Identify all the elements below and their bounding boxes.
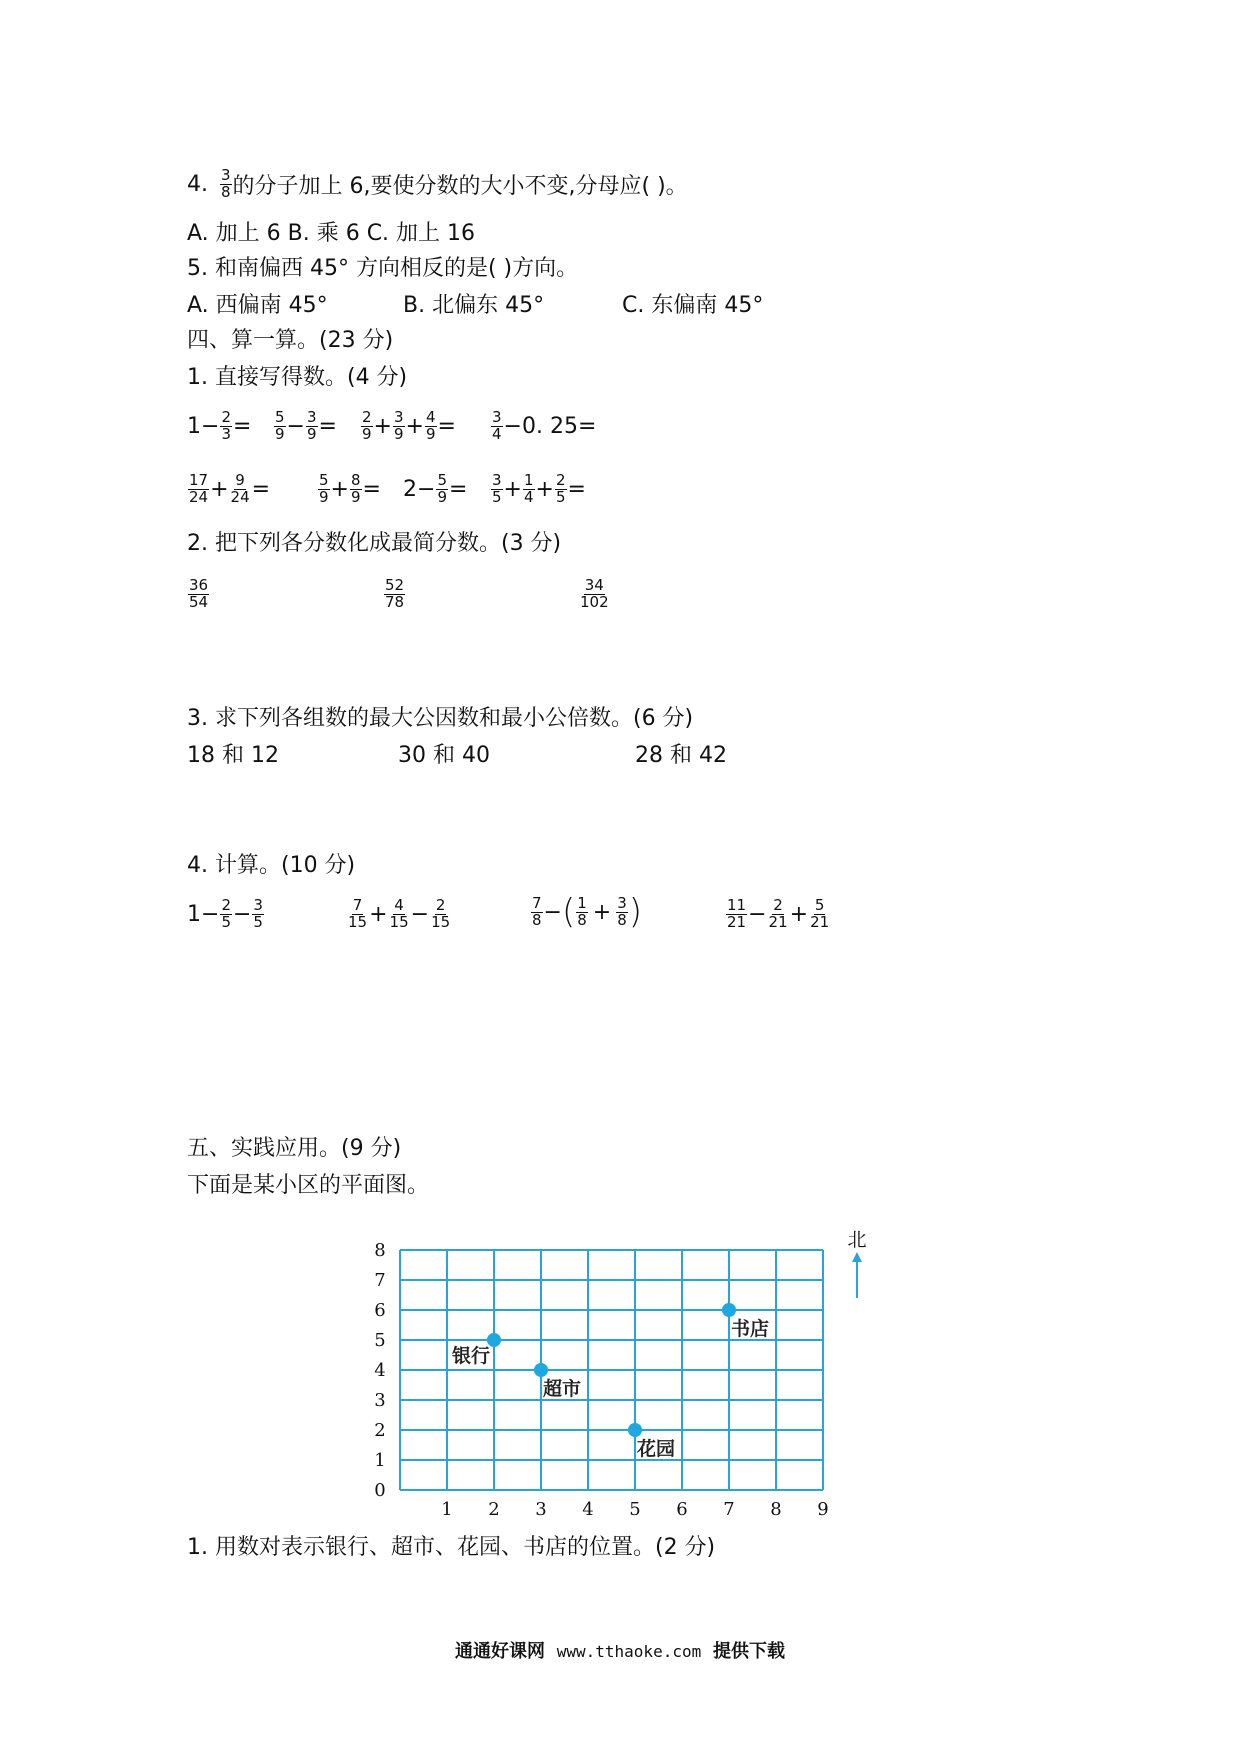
option-a: A. 西偏南 45° (187, 293, 328, 318)
fraction: $\frac{3}{5}$ (492, 471, 502, 506)
fraction: $\frac{4}{9}$ (425, 408, 436, 443)
calc-3: $\frac{7}{8}$ − ( $\frac{1}{8}$ + $\frac{3}{8}$ ) (532, 892, 643, 932)
question-4 (187, 168, 688, 201)
fraction: $\frac{1}{4}$ (523, 471, 534, 506)
fraction: $\frac{8}{9}$ (350, 471, 361, 506)
question-4-options: A. 加上 6 B. 乘 6 C. 加上 16 (187, 221, 476, 246)
fraction: $\frac{3}{9}$ (306, 408, 317, 443)
fraction: $\frac{7}{8}$ (532, 893, 542, 929)
part-1-title: 1. 直接写得数。(4 分) (187, 365, 408, 390)
x-tick-label: 5 (629, 1499, 641, 1518)
calc-1: 1 − $\frac{2}{5}$ − $\frac{3}{5}$ (187, 896, 263, 931)
fraction: $\frac{2}{5}$ (221, 896, 231, 931)
point-marker (628, 1423, 642, 1437)
part-3-title: 3. 求下列各组数的最大公因数和最小公倍数。(6 分) (187, 706, 694, 731)
fraction: $\frac{3}{8}$ (617, 893, 627, 929)
option-b: B. 北偏东 45° (403, 293, 545, 318)
fraction: $\frac{2}{21}$ (768, 896, 788, 931)
fraction: $\frac{3}{5}$ (253, 896, 263, 931)
footer-url: www.tthaoke.com (556, 1642, 702, 1661)
section-5-question-1: 1. 用数对表示银行、超市、花园、书店的位置。(2 分) (187, 1535, 716, 1560)
fraction: $\frac{5}{21}$ (810, 896, 830, 931)
fraction: $\frac{9}{24}$ (230, 471, 250, 506)
y-tick-label: 3 (374, 1390, 386, 1411)
y-tick-label: 5 (374, 1330, 386, 1351)
expr-8: $\frac{3}{5}$ + $\frac{1}{4}$ + $\frac{2}{5}$ = (492, 471, 586, 506)
pair-2: 30 和 40 (398, 743, 490, 768)
north-label: 北 (847, 1229, 867, 1251)
expr-4: $\frac{3}{4}$ −0. 25= (492, 408, 597, 443)
fraction: $\frac{5}{9}$ (275, 408, 285, 443)
fraction: $\frac{5}{9}$ (319, 471, 329, 506)
part-2-title: 2. 把下列各分数化成最简分数。(3 分) (187, 531, 562, 556)
fraction: $\frac{1}{8}$ (577, 893, 587, 929)
y-tick-label: 1 (374, 1450, 386, 1471)
fraction: $\frac{17}{24}$ (189, 471, 209, 506)
fraction: $\frac{3}{4}$ (492, 408, 502, 443)
footer-suffix: 提供下载 (712, 1641, 785, 1662)
fraction: $\frac{7}{15}$ (348, 896, 368, 931)
coordinate-map (360, 1228, 880, 1518)
fraction: $\frac{2}{15}$ (431, 896, 451, 931)
section-5-intro: 下面是某小区的平面图。 (187, 1173, 430, 1198)
point-label: 书店 (731, 1318, 770, 1340)
point-marker (534, 1363, 548, 1377)
fraction: $\frac{2}{9}$ (362, 408, 372, 443)
y-tick-label: 8 (374, 1240, 386, 1261)
calc-4: $\frac{11}{21}$ − $\frac{2}{21}$ + $\frac{5}{21}$ (727, 896, 830, 931)
expr-1: 1 − $\frac{2}{3}$ = (187, 408, 252, 443)
pair-1: 18 和 12 (187, 743, 279, 768)
expr-5: $\frac{17}{24}$ + $\frac{9}{24}$ = (189, 471, 271, 506)
y-tick-label: 6 (374, 1300, 386, 1321)
x-tick-label: 2 (488, 1499, 500, 1518)
y-tick-label: 0 (374, 1480, 386, 1501)
fraction: $\frac{5}{9}$ (437, 471, 447, 506)
fraction: $\frac{2}{5}$ (555, 471, 566, 506)
x-tick-label: 8 (770, 1499, 782, 1518)
expr-2: $\frac{5}{9}$ − $\frac{3}{9}$ = (275, 408, 337, 443)
pair-3: 28 和 42 (635, 743, 727, 768)
calc-2: $\frac{7}{15}$ + $\frac{4}{15}$ − $\frac{2}{15}$ (348, 896, 451, 931)
section-4-title: 四、算一算。(23 分) (187, 328, 394, 353)
expr-6: $\frac{5}{9}$ + $\frac{8}{9}$ = (319, 471, 381, 506)
simplify-2 (383, 578, 406, 611)
x-tick-label: 7 (723, 1499, 735, 1518)
north-arrow-icon (852, 1252, 862, 1262)
fraction: $\frac{36}{54}$ (189, 576, 209, 611)
fraction: $\frac{3}{9}$ (393, 408, 404, 443)
fraction: $\frac{2}{3}$ (221, 408, 231, 443)
expr-3: $\frac{2}{9}$ + $\frac{3}{9}$ + $\frac{4}{9}$ = (362, 408, 456, 443)
question-5: 5. 和南偏西 45° 方向相反的是( )方向。 (187, 256, 579, 281)
x-tick-label: 1 (441, 1499, 453, 1518)
fraction: $\frac{11}{21}$ (727, 896, 747, 931)
y-tick-label: 7 (374, 1270, 386, 1291)
fraction: $\frac{34}{102}$ (580, 576, 609, 611)
part-4-title: 4. 计算。(10 分) (187, 853, 356, 878)
option-c: C. 东偏南 45° (622, 293, 764, 318)
fraction: $\frac{52}{78}$ (385, 576, 405, 611)
expr-7: 2 − $\frac{5}{9}$ = (403, 471, 468, 506)
y-tick-label: 2 (374, 1420, 386, 1441)
y-tick-label: 4 (374, 1360, 386, 1381)
point-label: 超市 (543, 1378, 582, 1400)
x-tick-label: 9 (817, 1499, 829, 1518)
x-tick-label: 4 (582, 1499, 594, 1518)
footer-brand: 通通好课网 (455, 1641, 545, 1662)
fraction: $\frac{3}{8}$ (221, 166, 231, 201)
point-marker (722, 1303, 736, 1317)
question-text: 的分子加上 6,要使分数的大小不变,分母应( )。 (232, 173, 688, 199)
footer (455, 1637, 785, 1663)
point-label: 银行 (451, 1345, 490, 1367)
simplify-1 (187, 578, 210, 611)
section-5-title: 五、实践应用。(9 分) (187, 1136, 402, 1161)
point-label: 花园 (637, 1438, 676, 1460)
fraction: $\frac{4}{15}$ (389, 896, 409, 931)
question-number: 4. (187, 171, 208, 197)
x-tick-label: 6 (676, 1499, 688, 1518)
simplify-3 (578, 578, 611, 611)
x-tick-label: 3 (535, 1499, 547, 1518)
